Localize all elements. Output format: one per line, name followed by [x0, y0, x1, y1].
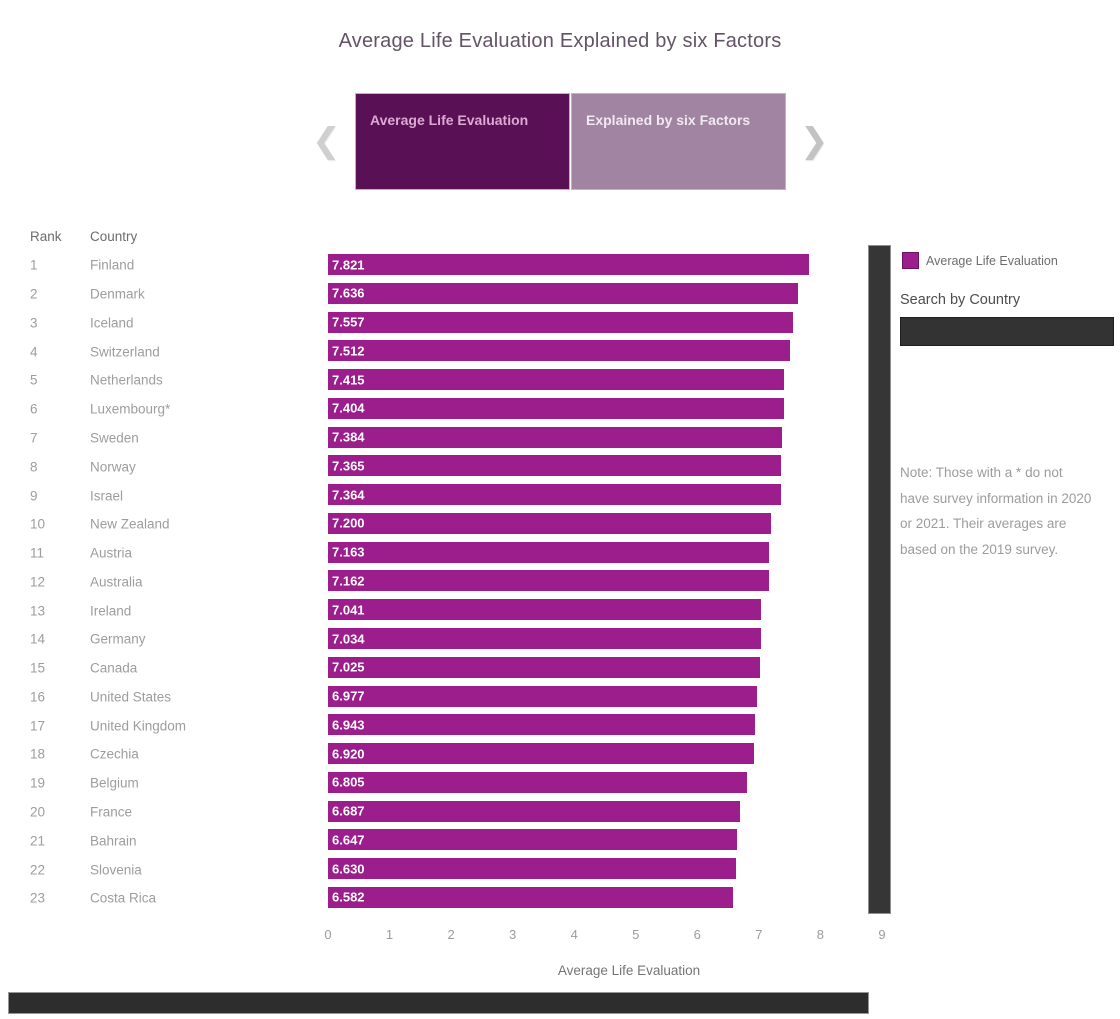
country-name: Austria: [90, 545, 133, 561]
table-row: [0, 567, 320, 596]
table-row: [0, 366, 320, 395]
country-name: Norway: [90, 459, 136, 475]
x-axis-tick: 4: [570, 927, 578, 942]
country-search-input[interactable]: [900, 317, 1114, 346]
country-name: Costa Rica: [90, 890, 157, 906]
bar-value-label: 7.162: [332, 573, 365, 589]
table-row: [0, 683, 320, 712]
rank-value: 23: [30, 890, 46, 906]
footnote-text: Note: Those with a * do not have survey information in 2020 or 2021. Their averages are based on the 2019 survey.: [900, 465, 1092, 557]
search-by-country-label: Search by Country: [900, 292, 1021, 308]
bar[interactable]: [328, 283, 798, 304]
bar[interactable]: [328, 829, 737, 850]
rank-value: 8: [30, 459, 38, 475]
country-name: Czechia: [90, 746, 139, 762]
country-name: Australia: [90, 574, 143, 590]
country-column-header: Country: [90, 229, 138, 244]
rank-value: 5: [30, 372, 38, 388]
bar-value-label: 6.687: [332, 803, 365, 819]
bar[interactable]: [328, 686, 757, 707]
bar-value-label: 7.041: [332, 602, 365, 618]
bar-value-label: 7.200: [332, 515, 365, 531]
country-name: Netherlands: [90, 372, 163, 388]
bar[interactable]: [328, 657, 760, 678]
bar-value-label: 7.163: [332, 544, 365, 560]
bar-value-label: 6.647: [332, 832, 365, 848]
bar[interactable]: [328, 570, 769, 591]
rank-value: 18: [30, 746, 46, 762]
bar[interactable]: [328, 340, 790, 361]
x-axis-tick: 5: [632, 927, 640, 942]
bar-value-label: 6.630: [332, 861, 365, 877]
bar-value-label: 6.977: [332, 688, 365, 704]
table-row: [0, 625, 320, 654]
bar[interactable]: [328, 513, 771, 534]
bar[interactable]: [328, 455, 781, 476]
tab-label: Explained by six Factors: [586, 112, 751, 128]
bar-value-label: 7.364: [332, 487, 365, 503]
legend-label: Average Life Evaluation: [926, 254, 1058, 268]
country-name: Belgium: [90, 775, 139, 791]
rank-value: 13: [30, 603, 46, 619]
bar[interactable]: [328, 772, 747, 793]
table-row: [0, 855, 320, 884]
rank-value: 20: [30, 804, 46, 820]
rank-value: 11: [30, 545, 45, 561]
country-name: Switzerland: [90, 344, 160, 360]
x-axis-tick: 9: [878, 927, 886, 942]
table-row: [0, 539, 320, 568]
bar[interactable]: [328, 427, 782, 448]
rank-value: 21: [30, 833, 46, 849]
bar-value-label: 7.034: [332, 631, 365, 646]
next-arrow-icon[interactable]: ❯: [800, 122, 829, 160]
table-row: [0, 826, 320, 855]
country-name: Sweden: [90, 430, 139, 446]
bar[interactable]: [328, 801, 740, 822]
bar-value-label: 6.943: [332, 717, 365, 733]
bar[interactable]: [328, 254, 809, 275]
x-axis-tick: 0: [324, 927, 332, 942]
rank-value: 9: [30, 488, 38, 504]
bar-value-label: 7.404: [332, 400, 365, 416]
horizontal-scrollbar[interactable]: [8, 992, 869, 1014]
bar[interactable]: [328, 599, 761, 620]
country-name: Iceland: [90, 315, 134, 331]
bar-value-label: 7.636: [332, 285, 365, 301]
rank-value: 14: [30, 631, 46, 647]
table-row: [0, 769, 320, 798]
table-row: [0, 596, 320, 625]
country-name: Israel: [90, 488, 124, 504]
rank-value: 17: [30, 718, 46, 734]
country-name: Canada: [90, 660, 138, 676]
tab-label: Average Life Evaluation: [370, 112, 529, 128]
bar-value-label: 7.384: [332, 429, 365, 445]
rank-value: 22: [30, 862, 46, 878]
rank-value: 15: [30, 660, 46, 676]
rank-column-header: Rank: [30, 229, 62, 244]
bar[interactable]: [328, 714, 755, 735]
rank-value: 10: [30, 516, 46, 532]
table-row: [0, 337, 320, 366]
rank-value: 19: [30, 775, 46, 791]
x-axis-tick: 1: [385, 927, 394, 942]
x-axis-title: Average Life Evaluation: [557, 963, 701, 978]
table-row: [0, 798, 320, 827]
bar-value-label: 6.582: [332, 889, 365, 905]
country-name: Finland: [90, 257, 135, 273]
table-row: [0, 251, 320, 280]
bar-value-label: 7.512: [332, 343, 365, 359]
bar-value-label: 6.920: [332, 746, 365, 762]
table-row: [0, 452, 320, 481]
bar-value-label: 7.415: [332, 372, 365, 388]
bar[interactable]: [328, 484, 781, 505]
bar-value-label: 7.025: [332, 659, 365, 675]
country-name: Denmark: [90, 286, 145, 302]
bar-value-label: 7.557: [332, 314, 365, 330]
bar[interactable]: [328, 858, 736, 879]
table-row: [0, 395, 320, 424]
rank-value: 1: [30, 257, 38, 273]
bar[interactable]: [328, 312, 793, 333]
table-row: [0, 481, 320, 510]
prev-arrow-icon[interactable]: ❮: [312, 122, 341, 160]
country-name: Bahrain: [90, 833, 137, 849]
x-axis-tick: 7: [755, 927, 763, 942]
table-row: [0, 280, 320, 309]
rank-value: 3: [30, 315, 38, 331]
country-name: Luxembourg*: [90, 401, 171, 417]
bar[interactable]: [328, 369, 784, 390]
rank-value: 16: [30, 689, 46, 705]
rank-value: 7: [30, 430, 38, 446]
table-row: [0, 510, 320, 539]
rank-value: 6: [30, 401, 38, 417]
bar-value-label: 7.365: [332, 458, 365, 474]
bar-value-label: 6.805: [332, 774, 365, 790]
legend-color-swatch: [903, 253, 918, 268]
country-name: United States: [90, 689, 172, 705]
rank-value: 12: [30, 574, 46, 590]
table-row: [0, 711, 320, 740]
table-row: [0, 309, 320, 338]
x-axis-tick: 6: [693, 927, 701, 942]
country-name: Slovenia: [90, 862, 142, 878]
vertical-scrollbar[interactable]: [868, 245, 891, 914]
table-row: [0, 654, 320, 683]
country-name: Germany: [90, 631, 146, 647]
table-row: [0, 424, 320, 453]
x-axis-tick: 2: [447, 927, 455, 942]
bar[interactable]: [328, 743, 754, 764]
country-name: Ireland: [90, 603, 132, 619]
country-name: United Kingdom: [90, 718, 187, 734]
bar[interactable]: [328, 542, 769, 563]
tab-average-life-evaluation[interactable]: [355, 93, 570, 190]
rank-value: 4: [30, 344, 38, 360]
table-row: [0, 740, 320, 769]
page-title: Average Life Evaluation Explained by six Factors: [338, 30, 782, 52]
x-axis-tick: 3: [509, 927, 517, 942]
country-name: New Zealand: [90, 516, 170, 532]
x-axis-tick: 8: [816, 927, 825, 942]
bar[interactable]: [328, 887, 733, 908]
country-name: France: [90, 804, 133, 820]
bar[interactable]: [328, 398, 784, 419]
bar-value-label: 7.821: [332, 257, 365, 272]
bar[interactable]: [328, 628, 761, 649]
rank-value: 2: [30, 286, 38, 302]
tab-explained-by-six-factors[interactable]: [571, 93, 786, 190]
table-row: [0, 884, 320, 913]
